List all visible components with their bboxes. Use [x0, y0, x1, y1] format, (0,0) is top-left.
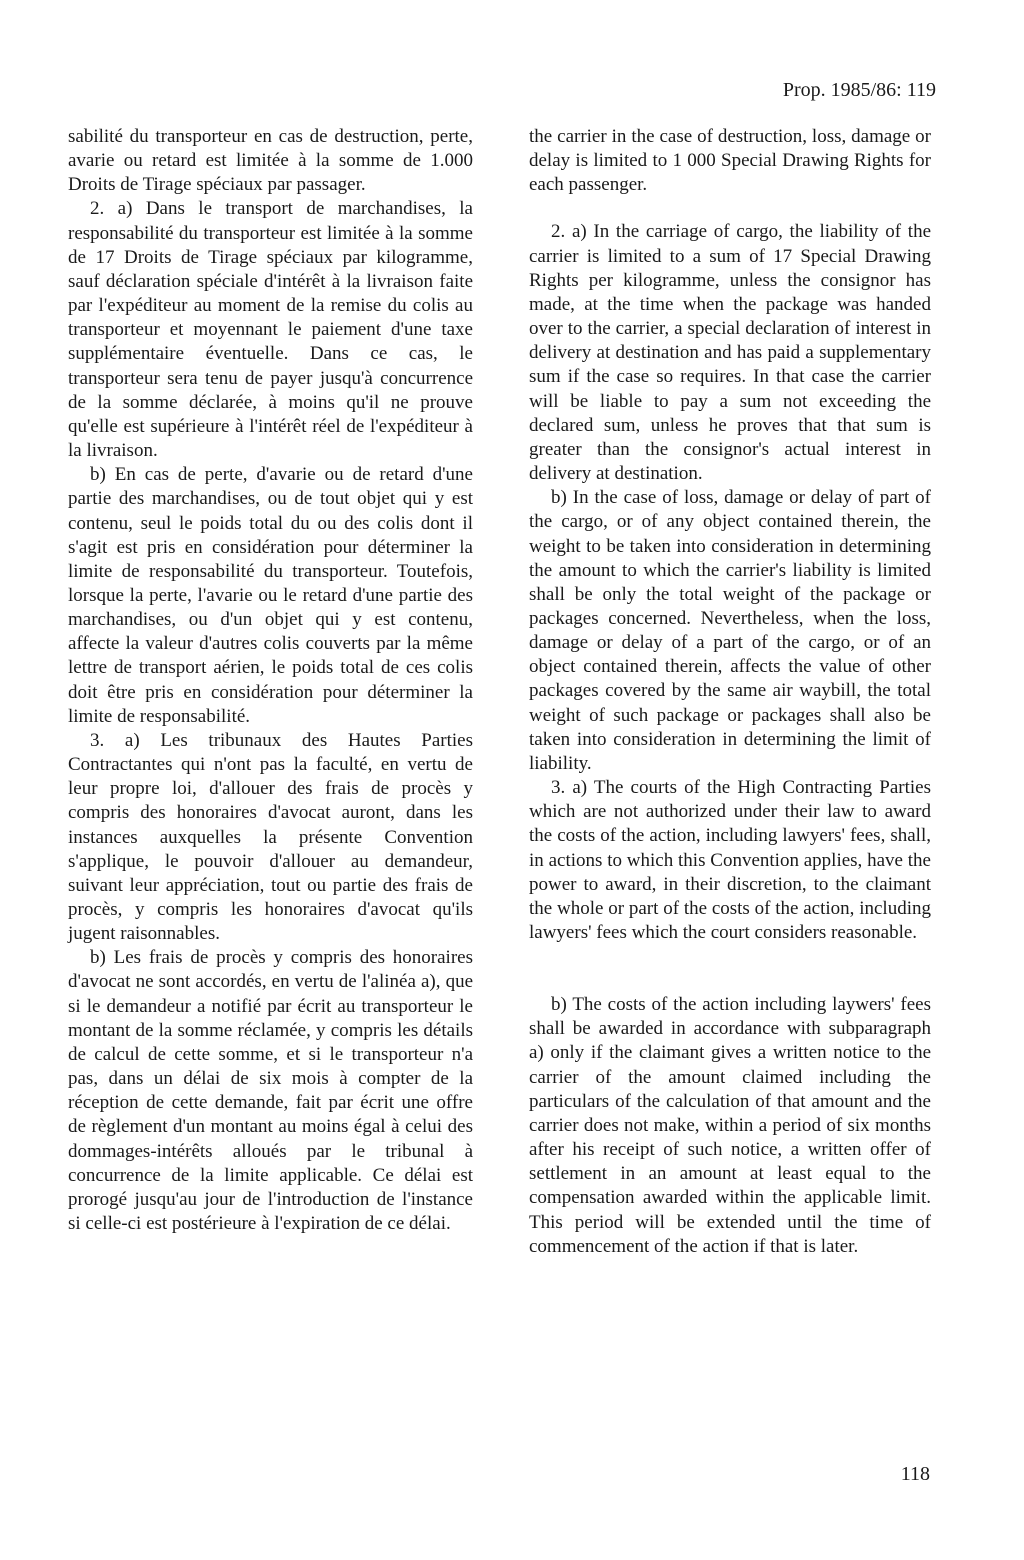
english-paragraph-2a: 2. a) In the carriage of cargo, the liability of the carrier is limited to a sum of 17 Special Drawing Rights per kilogramme, unless the consignor has made, at the time when the package was handed over to the carrier, a special declaration of interest in delivery at destination and has paid a supplementary sum if the case so requires. In that case the carrier will be liable to pay a sum not exceeding the declared sum, unless he proves that that sum is greater than the consignor's actual interest in delivery at destination. — [529, 221, 931, 485]
french-paragraph-1: sabilité du transporteur en cas de destruction, perte, avarie ou retard est limitée à la somme de 1.000 Droits de Tirage spéciaux par passager. — [68, 126, 473, 196]
document-reference: Prop. 1985/86: 119 — [782, 79, 936, 101]
english-paragraph-1: the carrier in the case of destruction, loss, damage or delay is limited to 1 000 Special Drawing Rights for each passenger. — [529, 126, 931, 196]
french-paragraph-2a: 2. a) Dans le transport de marchandises, la responsabilité du transporteur est limitée à la somme de 17 Droits de Tirage spéciaux par kilogramme, sauf déclaration spéciale d'intérêt à la livraison faite par l'expéditeur au moment de la remise du colis au transporteur et moyennant le paiement d'une taxe supplémentaire éventuelle. Dans ce cas, le transporteur sera tenu de payer jusqu'à concurrence de la somme déclarée, à moins qu'il ne prouve qu'elle est supérieure à l'intérêt réel de l'expéditeur à la livraison. — [68, 198, 473, 462]
english-paragraph-2b: b) In the case of loss, damage or delay of part of the cargo, or of any object contained therein, the weight to be taken into consideration in determining the amount to which the carrier's liability is limited shall be only the total weight of the package or packages concerned. Nevertheless, when the loss, damage or delay of a part of the cargo, or of an object contained therein, affects the value of other packages covered by the same air waybill, the total weight of such package or packages shall also be taken into consideration in determining the limit of liability. — [529, 487, 931, 774]
english-paragraph-3a: 3. a) The courts of the High Contracting Parties which are not authorized under their law to award the costs of the action, including lawyers' fees, shall, in actions to which this Convention applies, have the power to award, in their discretion, to the claimant the whole or part of the costs of the action, including lawyers' fees which the court considers reasonable. — [529, 777, 931, 943]
page-number: 118 — [900, 1463, 930, 1485]
french-paragraph-3b: b) Les frais de procès y compris des honoraires d'avocat ne sont accordés, en vertu de l'alinéa a), que si le demandeur a notifié par écrit au transporteur le montant de la somme réclamée, y compris les détails de calcul de cette somme, et si le transporteur n'a pas, dans un délai de six mois à compter de la réception de cette demande, fait par écrit une offre de règlement d'un montant au moins égal à celui des dommages-intérêts alloués par le tribunal à concurrence de la limite applicable. Ce délai est prorogé jusqu'au jour de l'introduction de l'instance si celle-ci est postérieure à l'expiration de ce délai. — [68, 947, 473, 1235]
english-column — [529, 125, 931, 1259]
french-column — [68, 125, 473, 1236]
french-paragraph-3a: 3. a) Les tribunaux des Hautes Parties Contractantes qui n'ont pas la faculté, en vertu de leur propre loi, d'allouer des frais de procès y compris des honoraires d'avocat auront, dans les instances auxquelles la présente Convention s'applique, le pouvoir d'allouer au demandeur, suivant leur appréciation, tout ou partie des frais de procès, y compris les honoraires d'avocat qu'ils jugent raisonnables. — [68, 729, 473, 945]
french-paragraph-2b: b) En cas de perte, d'avarie ou de retard d'une partie des marchandises, ou de tout objet qui y est contenu, seul le poids total du ou des colis dont il s'agit est pris en considération pour déterminer la limite de responsabilité du transporteur. Toutefois, lorsque la perte, l'avarie ou le retard d'une partie des marchandises, ou d'un objet qui y est contenu, affecte la valeur d'autres colis couverts par la même lettre de transport aérien, le poids total de ces colis doit être pris en considération pour déterminer la limite de responsabilité. — [68, 464, 473, 727]
english-paragraph-3b: b) The costs of the action including laywers' fees shall be awarded in accordance with subparagraph a) only if the claimant gives a written notice to the carrier of the amount claimed including the particulars of the calculation of that amount and the carrier does not make, within a period of six months after his receipt of such notice, a written offer of settlement in an amount at least equal to the compensation awarded within the applicable limit. This period will be extended until the time of commencement of the action if that is later. — [529, 994, 931, 1257]
